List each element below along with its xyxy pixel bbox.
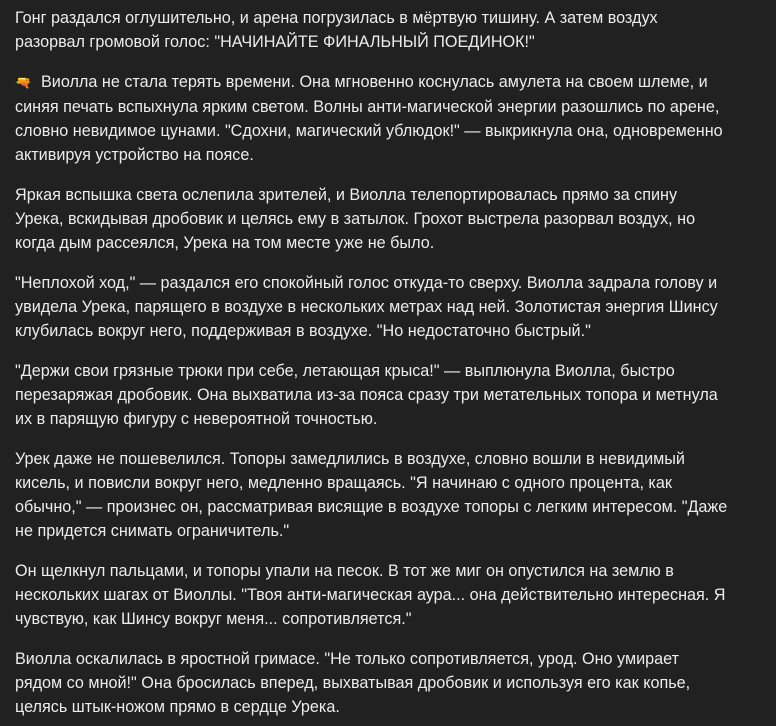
story-paragraph-7: Он щелкнул пальцами, и топоры упали на песок. В тот же миг он опустился на землю в нескольких шагах от Виоллы. "Твоя анти-магическая аура... она действительно интересная. Я чувствую, как Шинсу вокруг меня... сопротивляется." bbox=[15, 562, 726, 628]
story-paragraph-4: "Неплохой ход," — раздался его спокойный голос откуда-то сверху. Виолла задрала голову и увидела Урека, парящего в воздухе в нескольких метрах над ней. Золотистая энергия Шинсу клубилась вокруг него, поддерживая в воздухе. "Но недостаточно быстрый." bbox=[15, 274, 718, 340]
gun-icon: 🔫 bbox=[15, 75, 32, 90]
story-paragraph-3: Яркая вспышка света ослепила зрителей, и Виолла телепортировалась прямо за спину Урека, вскидывая дробовик и целясь ему в затылок. Грохот выстрела разорвал воздух, но когда дым рассеялся, Урека на том месте уже не было. bbox=[15, 186, 696, 252]
story-paragraph-6: Урек даже не пошевелился. Топоры замедлились в воздухе, словно вошли в невидимый кисель, и повисли вокруг него, медленно вращаясь. "Я начинаю с одного процента, как обычно," — произнес он, рассматривая висящие в воздухе топоры с легким интересом. "Даже не придется снимать ограничитель." bbox=[15, 450, 728, 540]
story-paragraph-5: "Держи свои грязные трюки при себе, летающая крыса!" — выплюнула Виолла, быстро перезаряжая дробовик. Она выхватила из-за пояса сразу три метательных топора и метнула их в парящую фигуру с невероятной точностью. bbox=[15, 362, 718, 428]
story-paragraph-2 bbox=[15, 70, 776, 167]
story-paragraph-2-text: Виолла не стала терять времени. Она мгновенно коснулась амулета на своем шлеме, и синяя печать вспыхнула ярким светом. Волны анти-магической энергии разошлись по арене, словно невидимое цунами. "Сдохни, магический ублюдок!" — выкрикнула она, одновременно активируя устройство на поясе. bbox=[15, 73, 723, 164]
story-paragraph-1: Гонг раздался оглушительно, и арена погрузилась в мёртвую тишину. А затем воздух разорвал громовой голос: "НАЧИНАЙТЕ ФИНАЛЬНЫЙ ПОЕДИНОК!" bbox=[15, 9, 658, 51]
story-paragraph-8: Виолла оскалилась в яростной гримасе. "Не только сопротивляется, урод. Оно умирает рядом со мной!" Она бросилась вперед, выхватывая дробовик и используя его как копье, целясь штык-ножом прямо в сердце Урека. bbox=[15, 650, 691, 716]
